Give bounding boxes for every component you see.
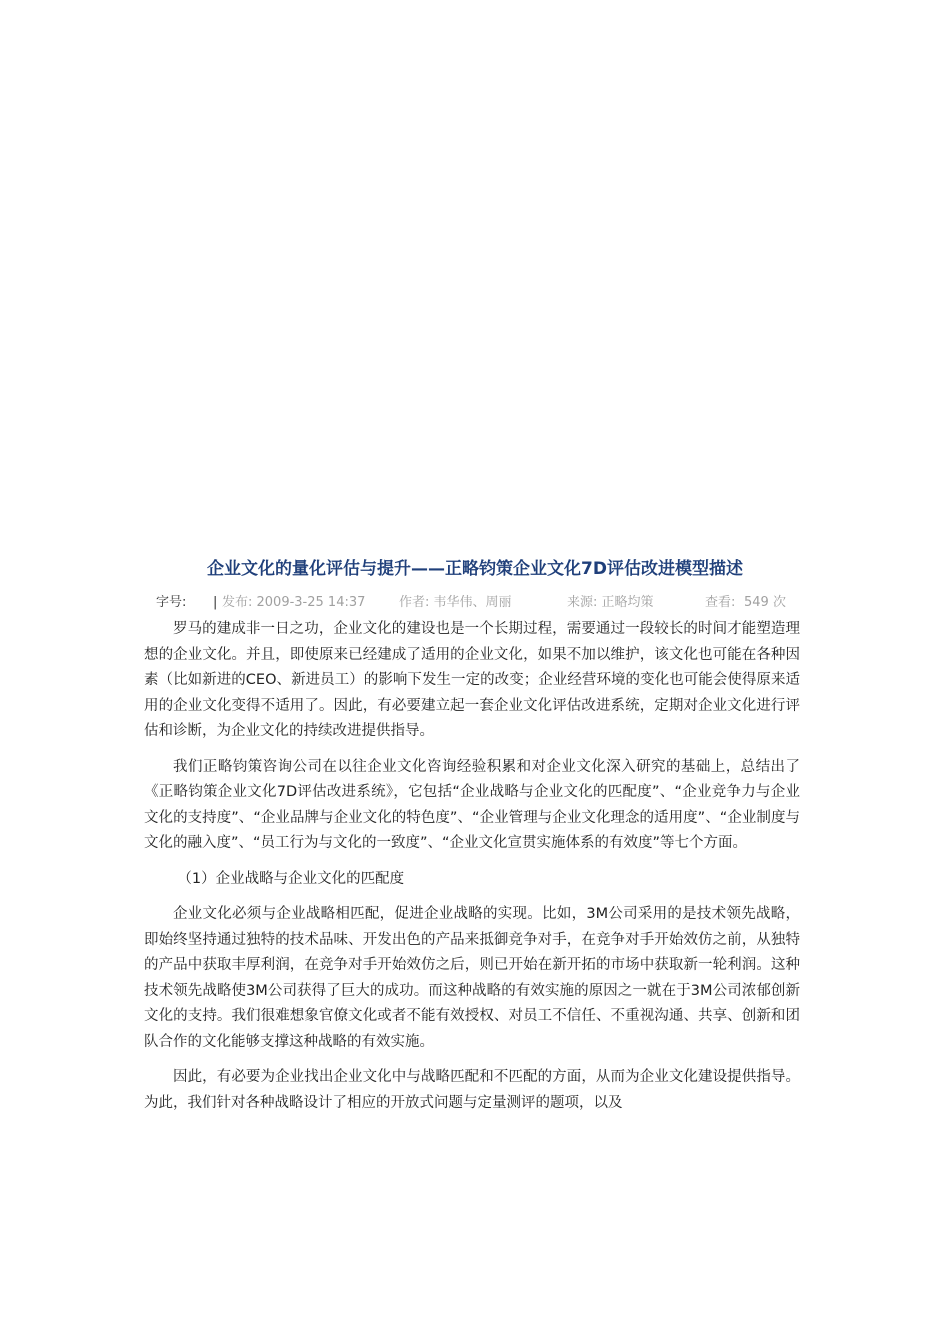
paragraph: 企业文化必须与企业战略相匹配，促进企业战略的实现。比如，3M公司采用的是技术领先战略，即始终坚持通过独特的技术品味、开发出色的产品来抵御竞争对手，在竞争对手开始效仿之前，从独特的产品中获取丰厚利润，在竞争对手开始效仿之后，则已开始在新开拓的市场中获取新一轮利润。这种技术领先战略使3M公司获得了巨大的成功。而这种战略的有效实施的原因之一就在于3M公司浓郁创新文化的支持。我们很难想象官僚文化或者不能有效授权、对员工不信任、不重视沟通、共享、创新和团队合作的文化能够支撑这种战略的有效实施。 (144, 906, 800, 1050)
meta-separator: | (213, 595, 218, 610)
views-label: 查看: (705, 595, 736, 610)
section-heading: （1）企业战略与企业文化的匹配度 (177, 870, 405, 887)
author: 作者: 韦华伟、周丽 (399, 595, 512, 610)
paragraph: 罗马的建成非一日之功，企业文化的建设也是一个长期过程，需要通过一段较长的时间才能塑造理想的企业文化。并且，即使原来已经建成了适用的企业文化，如果不加以维护，该文化也可能在各种因素（比如新进的CEO、新进员工）的影响下发生一定的改变；企业经营环境的变化也可能会使得原来适用的企业文化变得不适用了。因此，有必要建立起一套企业文化评估改进系统，定期对企业文化进行评估和诊断，为企业文化的持续改进提供指导。 (144, 621, 800, 739)
views-count: 549 (744, 595, 769, 610)
article-title: 企业文化的量化评估与提升——正略钧策企业文化7D评估改进模型描述 (207, 559, 743, 579)
article-body (144, 617, 800, 1126)
paragraph: 我们正略钧策咨询公司在以往企业文化咨询经验积累和对企业文化深入研究的基础上，总结出了《正略钧策企业文化7D评估改进系统》，它包括“企业战略与企业文化的匹配度”、“企业竞争力与企业文化的支持度”、“企业品牌与企业文化的特色度”、“企业管理与企业文化理念的适用度”、“企业制度与文化的融入度”、“员工行为与文化的一致度”、“企业文化宣贯实施体系的有效度”等七个方面。 (144, 758, 800, 851)
views-unit: 次 (773, 595, 787, 610)
paragraph: 因此，有必要为企业找出企业文化中与战略匹配和不匹配的方面，从而为企业文化建设提供指导。为此，我们针对各种战略设计了相应的开放式问题与定量测评的题项，以及 (144, 1069, 800, 1111)
source: 来源: 正略均策 (567, 595, 654, 610)
font-size-label: 字号: (156, 595, 187, 610)
publish-date: 发布: 2009-3-25 14:37 (222, 595, 366, 610)
